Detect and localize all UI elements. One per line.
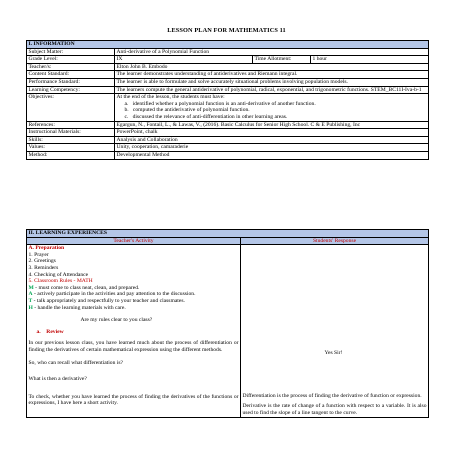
classroom-rules-heading: 5. Classroom Rules - MATH [28, 278, 93, 285]
prep-item: 4. Checking of Attendance [28, 271, 89, 278]
competency-label: Learning Competency: [27, 86, 115, 94]
objectives-cell [115, 94, 429, 121]
rules-answer: Yes Sir! [324, 350, 343, 357]
information-heading: I. INFORMATION [27, 41, 429, 49]
prep-item: 3. Reminders [28, 264, 59, 271]
rule-a [29, 291, 239, 298]
rule-letter: T [28, 297, 33, 304]
preparation-cell [27, 245, 241, 417]
rule-letter: A [28, 291, 33, 298]
review-text: In our previous lesson class, you have learned much about the process of differentiation or finding the derivatives of certain mathematical expression using the different methods. [28, 340, 239, 353]
teacher-label: Teacher/s: [27, 63, 115, 71]
responses-cell [241, 245, 429, 417]
rule-letter: H [28, 304, 33, 311]
materials-value: PowerPoint, chalk [115, 129, 429, 137]
grade-value: IX [115, 56, 253, 64]
question-2: What is then a derivative? [28, 376, 87, 383]
prep-item: 1. Prayer [28, 251, 49, 258]
competency-value: The learners compute the general antiderivative of polynomial, radical, exponential, and trigonometric functions. STEM_BC11I-Iva-b-1 [115, 86, 429, 94]
preparation-heading: A. Preparation [28, 245, 65, 252]
prep-item: 2. Greetings [28, 258, 56, 265]
answer-2: Derivative is the rate of change of a function with respect to a variable. It is also used to find the slope of a line tangent to the curve. [242, 403, 427, 416]
performance-standard-value: The learner is able to formulate and solve accurately situational problems involving population models. [115, 78, 429, 86]
objective-item: c. discussed the relevance of anti-differentiation in other learning areas. [124, 113, 288, 120]
materials-label: Instructional Materials: [27, 129, 115, 137]
rule-m [29, 285, 239, 292]
student-response-header: Students' Response [241, 237, 429, 245]
review-heading: a. Review [36, 328, 64, 335]
answer-1: Differentiation is the process of finding the derivative of function or expression. [242, 392, 422, 399]
time-label: Time Allotment: [253, 56, 311, 64]
teacher-activity-header: Teacher's Activity [27, 237, 241, 245]
time-value: 1 hour [311, 56, 429, 64]
content-standard-value: The learner demonstrates understanding of antiderivatives and Riemann integral. [115, 71, 429, 79]
references-label: References: [27, 121, 115, 129]
teacher-value: Elton John B. Embodo [115, 63, 429, 71]
page-title: LESSON PLAN FOR MATHEMATICS 11 [167, 27, 286, 34]
rule-text: - talk appropriately and respectfully to your teacher and classmates. [32, 297, 185, 304]
content-standard-label: Content Standard: [27, 71, 115, 79]
rule-h [29, 305, 239, 312]
rule-text: - must come to class neat, clean, and prepared. [33, 284, 140, 291]
subject-label: Subject Matter: [27, 48, 115, 56]
skills-value: Analysis and Collaboration [115, 136, 429, 144]
objective-item: b. computed the antiderivative of polynomial function. [124, 107, 250, 114]
rule-text: - actively participate in the activities and pay attention to the discussion. [32, 291, 196, 298]
values-value: Unity, cooperation, camaraderie [115, 144, 429, 152]
method-label: Method: [27, 151, 115, 159]
information-table [26, 40, 429, 160]
rule-t [29, 298, 239, 305]
skills-label: Skills: [27, 136, 115, 144]
experiences-heading: II. LEARNING EXPERIENCES [27, 230, 429, 238]
references-value: Egargun, N., Fontail, L., & Lawas, V., (2016). Basic Calculus for Senior High School. C & E Publishing, Inc [115, 121, 429, 129]
objectives-intro: At the end of the lesson, the students must have: [116, 94, 225, 101]
values-label: Values: [27, 144, 115, 152]
question-3: To check, whether you have learned the process of finding the derivatives of the functions or expressions, I have here a short activity. [28, 393, 239, 407]
objectives-label: Objectives: [27, 94, 115, 121]
learning-experiences-table [26, 229, 429, 418]
performance-standard-label: Performance Standard: [27, 78, 115, 86]
subject-value: Anti-derivative of a Polynomial Function [115, 48, 429, 56]
rule-letter: M [28, 284, 34, 291]
objective-item: a. identified whether a polynomial function is an anti-derivative of another function. [124, 100, 316, 107]
method-value: Developmental Method [115, 151, 429, 159]
rules-question: Are my rules clear to you class? [80, 317, 153, 324]
rule-text: - handle the learning materials with care. [32, 304, 126, 311]
objectives-list [117, 101, 427, 121]
question-1: So, who can recall what differentiation is? [28, 359, 123, 366]
grade-label: Grade Level: [27, 56, 115, 64]
